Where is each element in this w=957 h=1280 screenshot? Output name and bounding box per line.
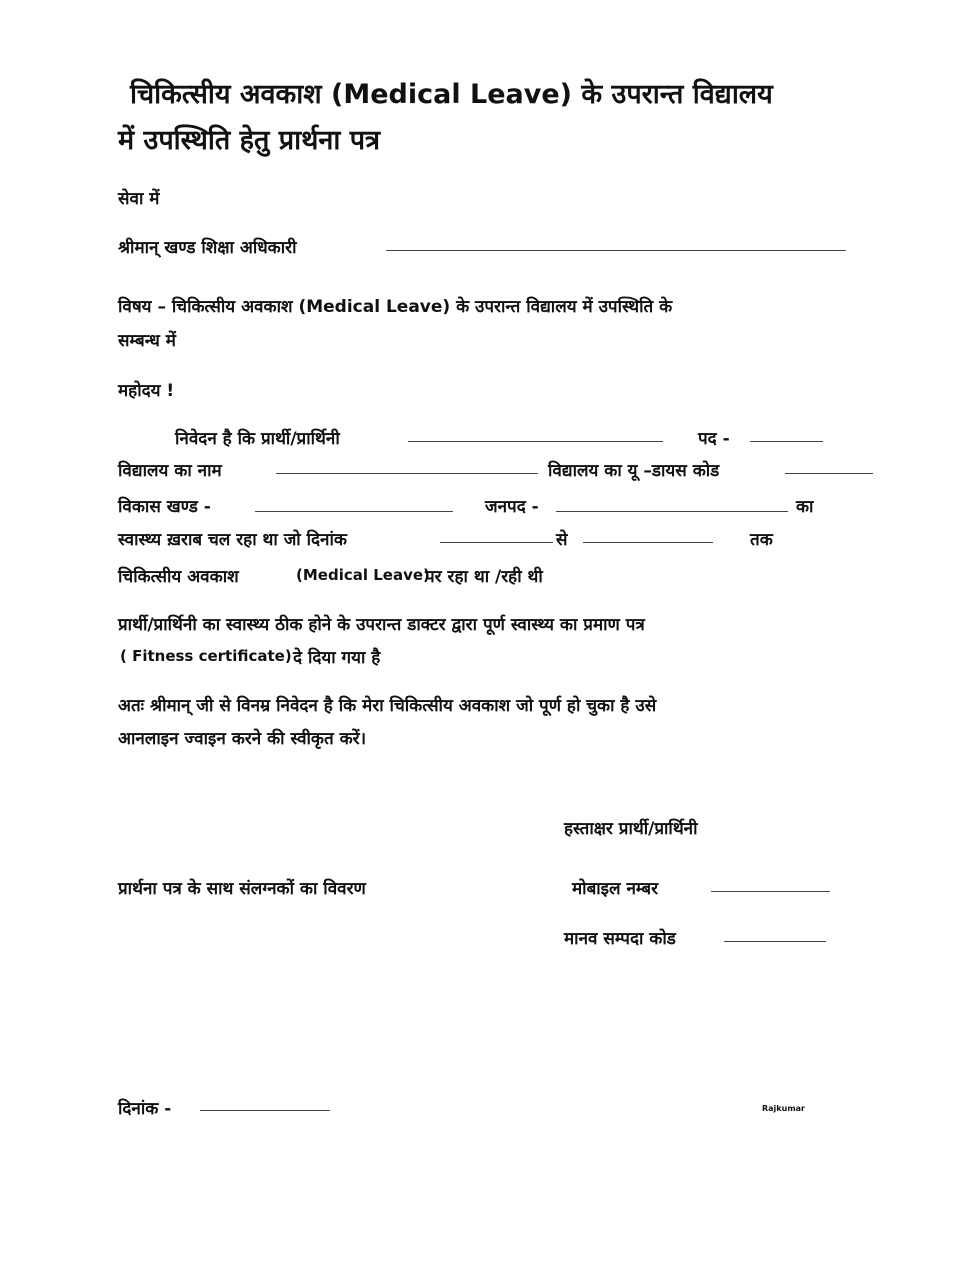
udise-label: विद्यालय का यू –डायस कोड: [548, 461, 720, 481]
request-line-1: अतः श्रीमान् जी से विनम्र निवेदन है कि मेरा चिकित्सीय अवकाश जो पूर्ण हो चुका है उसे: [118, 696, 657, 716]
dinank-label: दिनांक -: [118, 1099, 172, 1119]
subject-line-2: सम्बन्ध में: [118, 331, 176, 351]
block-line[interactable]: [255, 511, 453, 512]
title-line-1: चिकित्सीय अवकाश (Medical Leave) के उपरान्त विद्यालय: [130, 79, 773, 110]
seva-mein: सेवा में: [118, 189, 160, 209]
swasthya-label: स्वास्थ्य ख़राब चल रहा था जो दिनांक: [118, 530, 347, 550]
author-signature: Rajkumar: [762, 1104, 805, 1113]
nivedan-label: निवेदन है कि प्रार्थी/प्रार्थिनी: [175, 429, 340, 449]
vikas-khand-label: विकास खण्ड -: [118, 497, 211, 517]
fitness-en: ( Fitness certificate): [120, 647, 292, 665]
signature-label: हस्ताक्षर प्रार्थी/प्रार्थिनी: [564, 819, 698, 839]
addressee-officer: श्रीमान् खण्ड शिक्षा अधिकारी: [118, 238, 297, 258]
to-date-line[interactable]: [583, 542, 713, 543]
leave-suffix: पर रहा था /रही थी: [425, 567, 543, 587]
janpad-label: जनपद -: [485, 497, 539, 517]
request-line-2: आनलाइन ज्वाइन करने की स्वीकृत करें।: [118, 729, 367, 749]
subject-line-1: विषय – चिकित्सीय अवकाश (Medical Leave) के उपरान्त विद्यालय में उपस्थिति के: [118, 297, 673, 317]
from-date-line[interactable]: [440, 542, 553, 543]
district-line[interactable]: [556, 511, 788, 512]
mobile-label: मोबाइल नम्बर: [572, 879, 659, 899]
tak-label: तक: [750, 530, 773, 550]
se-label: से: [556, 530, 568, 550]
title-line-2: में उपस्थिति हेतु प्रार्थना पत्र: [118, 125, 381, 156]
date-line[interactable]: [200, 1110, 330, 1111]
manav-sampada-line[interactable]: [724, 941, 826, 942]
vidyalaya-naam-label: विद्यालय का नाम: [118, 461, 222, 481]
leave-prefix: चिकित्सीय अवकाश: [118, 567, 239, 587]
udise-line[interactable]: [785, 473, 873, 474]
school-name-line[interactable]: [276, 473, 538, 474]
applicant-name-line[interactable]: [408, 441, 663, 442]
ka-label: का: [796, 497, 814, 517]
pad-line[interactable]: [750, 441, 823, 442]
leave-en: (Medical Leave): [296, 566, 430, 584]
mobile-line[interactable]: [711, 891, 830, 892]
fitness-line-1: प्रार्थी/प्रार्थिनी का स्वास्थ्य ठीक होने के उपरान्त डाक्टर द्वारा पूर्ण स्वास्थ्य का प्रमाण पत्र: [118, 615, 645, 635]
fitness-suffix: दे दिया गया है: [293, 648, 381, 668]
officer-blank-line[interactable]: [386, 250, 846, 251]
pad-label: पद -: [698, 429, 730, 449]
attachments-label: प्रार्थना पत्र के साथ संलग्नकों का विवरण: [118, 879, 366, 899]
manav-sampada-label: मानव सम्पदा कोड: [564, 929, 676, 949]
salutation: महोदय !: [118, 381, 175, 401]
